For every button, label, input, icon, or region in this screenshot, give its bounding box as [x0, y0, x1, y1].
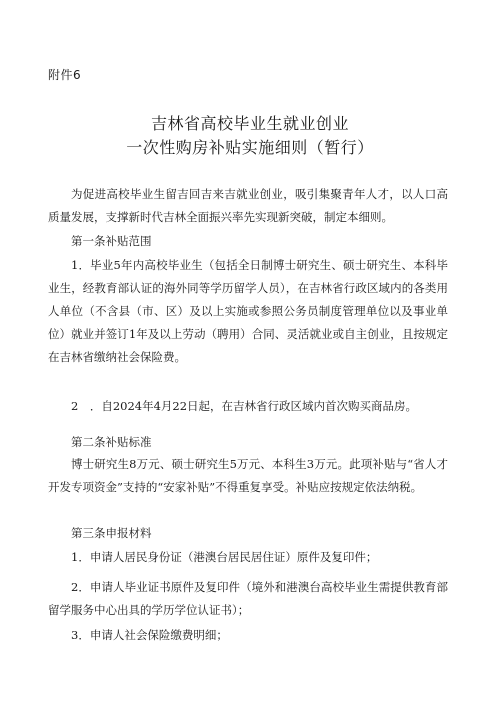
article-1-heading: 第一条补贴范围	[71, 234, 152, 248]
article-3-item-3: 3．申请人社会保险缴费明细；	[71, 628, 228, 642]
article-3-item-2: 2．申请人毕业证书原件及复印件（境外和港澳台高校毕业生需提供教育部留学服务中心出具的学历学位认证书）；	[48, 580, 448, 617]
article-2-heading: 第二条补贴标准	[71, 435, 152, 449]
article-1-item-1: 1．毕业5年内高校毕业生（包括全日制博士研究生、硕士研究生、本科毕业生，经教育部认证的海外同等学历留学人员），在吉林省行政区域内的各类用人单位（不含县（市、区）及以上实施或参照公务员制度管理单位以及事业单位）就业并签订1年及以上劳动（聘用）合同、灵活就业或自主创业，且按规定在吉林省缴纳社会保险费。	[48, 258, 448, 364]
article-1-item-2: 2 ．自2024年4月22日起，在吉林省行政区域内首次购买商品房。	[71, 399, 418, 413]
article-3-heading: 第三条申报材料	[71, 526, 152, 540]
attachment-label: 附件6	[48, 68, 82, 82]
article-2-body: 博士研究生8万元、硕士研究生5万元、本科生3万元。此项补贴与“省人才开发专项资金”支持的“安家补贴”不得重复享受。补贴应按规定依法纳税。	[48, 457, 448, 494]
document-title-line-2: 一次性购房补贴实施细则（暂行）	[126, 138, 374, 157]
article-3-item-1: 1．申请人居民身份证（港澳台居民居住证）原件及复印件；	[71, 550, 378, 564]
document-title-line-1: 吉林省高校毕业生就业创业	[150, 114, 349, 133]
intro-paragraph: 为促进高校毕业生留吉回吉来吉就业创业，吸引集聚青年人才，以人口高质量发展，支撑新时代吉林全面振兴率先实现新突破，制定本细则。	[48, 187, 448, 224]
